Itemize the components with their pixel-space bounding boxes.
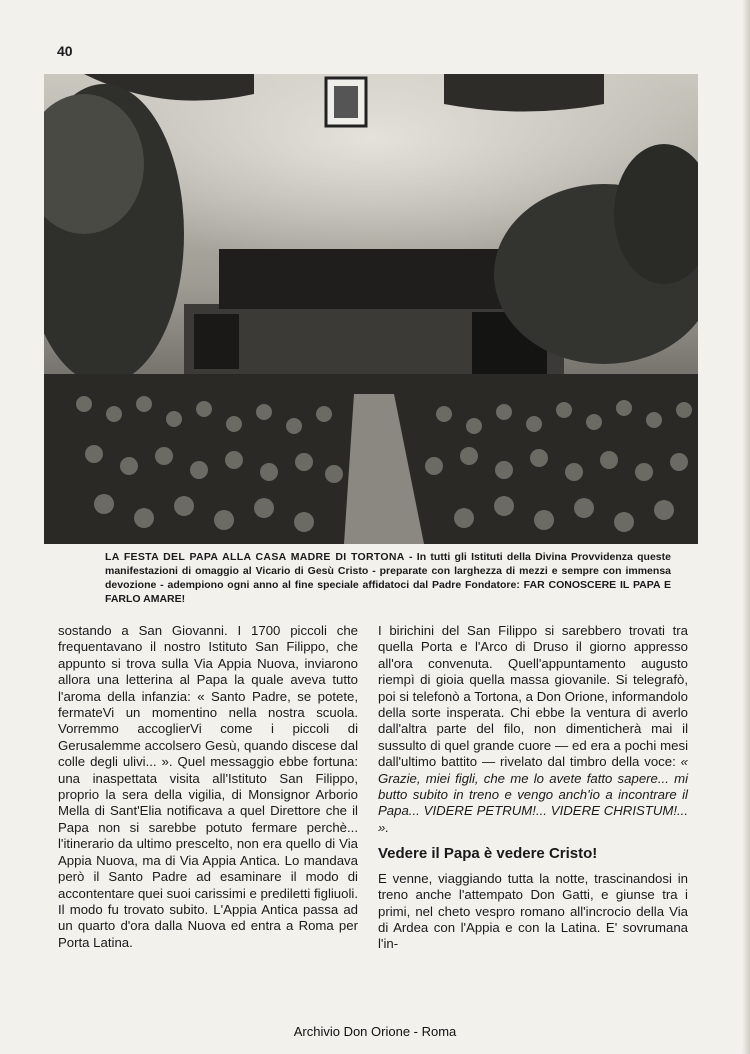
left-column-text: sostando a San Giovanni. I 1700 piccoli che frequentavano il nostro Istituto San Filippo, che appunto si trova sulla Via Appia Nuova, inviarono allora una letterina al Papa la quale aveva tutto l'aroma della infanzia: « Santo Padre, se potete, fermateVi un momentino nella nostra scuola. Vorremmo accoglierVi come i piccoli di Gerusalemme accolsero Gesù, quando discese dal colle degli ulivi... ». Quel messaggio ebbe fortuna: una inaspettata visita all'Istituto San Filippo, proprio la sera della vigilia, di Monsignor Arborio Mella di Sant'Elia notificava a quel Direttore che il Papa non si sarebbe potuto fermare perchè... l'itinerario da ultimo prescelto, non era quello di Via Appia Nuova, ma di Via Appia Antica. Lo mandava però il Santo Padre ad esaminare il modo di accontentare quei suoi carissimi e prediletti figliuoli. Il modo fu trovato subito. L'Appia Antica passa ad un quarto d'ora dalla Nuova ed entra a Roma per Porta Latina. [58, 623, 358, 950]
photograph-icon [44, 74, 698, 544]
right-column-text-continued: E venne, viaggiando tutta la notte, trascinandosi in treno anche l'attempato Don Gatti, e giunse tra i primi, nel cheto vespro romano all'incrocio della Via di Ardea con l'Appia e con la Latina. E' sovrumana l'in- [378, 870, 688, 952]
don-orione-quote: « Grazie, miei figli, che me lo avete fatto sapere... mi butto subito in treno e vengo anch'io a incontrare il Papa... VIDERE PETRUM!... VIDERE CHRISTUM!... ». [378, 754, 688, 835]
section-subheading: Vedere il Papa è vedere Cristo! [378, 845, 598, 863]
right-column [378, 623, 688, 953]
page-number: 40 [57, 43, 73, 59]
left-column [58, 623, 358, 951]
archive-footer: Archivio Don Orione - Roma [293, 1024, 457, 1039]
concert-hall-photograph [44, 74, 698, 544]
caption-body: - In tutti gli Istituti della Divina Provvidenza queste manifestazioni di omaggio al Vicario di Gesù Cristo - preparate con larghezza di mezzi e sempre con immensa devozione - adempiono ogni anno al fine speciale affidatoci dal Padre Fondatore: FAR CONOSCERE IL PAPA E FARLO AMARE! [105, 551, 671, 605]
photo-caption [105, 550, 671, 606]
caption-title: LA FESTA DEL PAPA ALLA CASA MADRE DI TORTONA [105, 551, 405, 563]
right-column-text: I birichini del San Filippo si sarebbero trovati tra quella Porta e l'Arco di Druso il giorno appresso all'ora convenuta. Quell'appuntamento augusto riempì di gioia quella massa giovanile. Si telegrafò, poi si telefonò a Tortona, a Don Orione, informandolo della sorte insperata. Chi ebbe la ventura di averlo dall'altra parte del filo, non dimenticherà mai il sussulto di quel grande cuore — ed era a pochi mesi dall'ultimo battito — rivelato dal timbro della voce: [378, 623, 688, 770]
page-edge-shadow [742, 0, 750, 1054]
right-column-paragraph [378, 623, 688, 836]
